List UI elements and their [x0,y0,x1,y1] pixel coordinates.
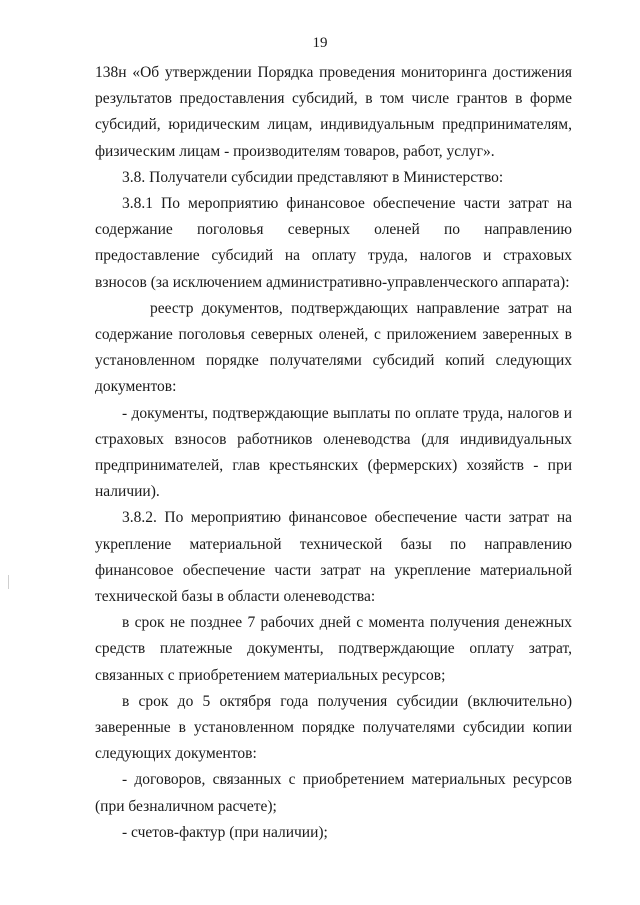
paragraph-seven-days-deadline: в срок не позднее 7 рабочих дней с момента получения денежных средств платежные документы, подтверждающие оплату затрат, связанных с приобретением материальных ресурсов; [95,614,572,684]
margin-scan-mark [8,575,9,589]
paragraph-3-8-2: 3.8.2. По мероприятию финансовое обеспечение части затрат на укрепление материальной технической базы по направлению финансовое обеспечение части затрат на укрепление материальной технической базы в области оленеводства: [95,509,572,606]
page-number: 19 [312,35,328,51]
paragraph-3-8: 3.8. Получатели субсидии представляют в Министерство: [122,168,504,186]
document-body [95,60,572,846]
paragraph-contracts-item: - договоров, связанных с приобретением материальных ресурсов (при безналичном расчете); [95,771,572,815]
paragraph-invoices-item: - счетов-фактур (при наличии); [122,823,328,841]
paragraph-3-8-1: 3.8.1 По мероприятию финансовое обеспечение части затрат на содержание поголовья северных оленей по направлению предоставление субсидий на оплату труда, налогов и страховых взносов (за исключением административно-управленческого аппарата): [95,195,572,291]
paragraph-document-registry: реестр документов, подтверждающих направление затрат на содержание поголовья северных оленей, с приложением заверенных в установленном порядке получателями субсидий копий следующих документов: [95,299,572,396]
paragraph-october-deadline: в срок до 5 октября года получения субсидии (включительно) заверенные в установленном порядке получателями субсидии копии следующих документов: [95,692,572,763]
paragraph-payment-documents: - документы, подтверждающие выплаты по оплате труда, налогов и страховых взносов работников оленеводства (для индивидуальных предпринимателей, глав крестьянских (фермерских) хозяйств - при наличии). [95,404,572,501]
paragraph-order-reference: 138н «Об утверждении Порядка проведения мониторинга достижения результатов предоставления субсидий, в том числе грантов в форме субсидий, юридическим лицам, индивидуальным предпринимателям, физическим лицам - производителям товаров, работ, услуг». [95,64,572,160]
